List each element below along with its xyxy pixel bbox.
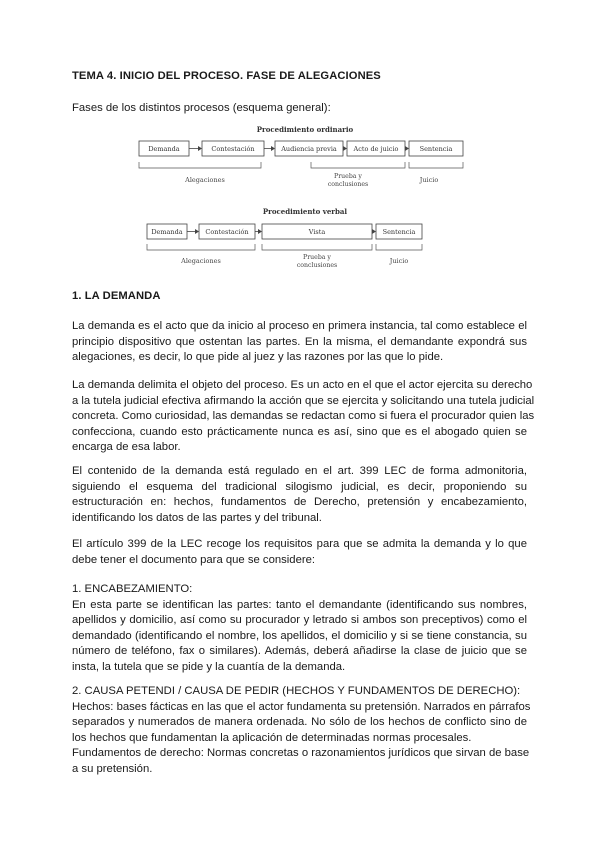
verbal-phase-alegaciones: Alegaciones xyxy=(181,257,221,265)
bracket-alegaciones-ord xyxy=(139,162,261,168)
arrow-head-2 xyxy=(271,146,275,151)
ordinario-phase-juicio: Juicio xyxy=(419,176,439,184)
document-title: TEMA 4. INICIO DEL PROCESO. FASE DE ALEGACIONES xyxy=(72,70,381,82)
arrow-head-3 xyxy=(343,146,347,151)
process-phases-diagram xyxy=(135,120,475,280)
ordinario-title: Procedimiento ordinario xyxy=(256,125,354,134)
paragraph-3: El contenido de la demanda está regulado en el art. 399 LEC de forma admonitoria, siguiendo el esquema del tradicional silogismo judicial, es decir, proponiendo su estructuración en: hechos, fundamentos de Derecho, pretensión y encabezamiento, identificando los datos de las partes y del tribunal. xyxy=(72,465,527,524)
svg-text:Demanda: Demanda xyxy=(148,145,180,153)
arrow-head-v1 xyxy=(195,229,199,234)
svg-text:Audiencia previa: Audiencia previa xyxy=(281,145,337,153)
ordinario-step-audiencia xyxy=(275,141,343,156)
verbal-title: Procedimiento verbal xyxy=(262,207,348,216)
intro-text: Fases de los distintos procesos (esquema general): xyxy=(72,102,331,114)
ordinario-step-sentencia xyxy=(409,141,463,156)
svg-text:Vista: Vista xyxy=(308,228,326,236)
bracket-alegaciones-verb xyxy=(147,244,255,250)
bracket-juicio-verb xyxy=(376,244,422,250)
ordinario-phase-prueba: Prueba y conclusiones xyxy=(327,173,369,188)
causa-block: 2. CAUSA PETENDI / CAUSA DE PEDIR (HECHOS Y FUNDAMENTOS DE DERECHO): Hechos: bases fácticas en las que el actor fundamenta su pretensión. Narrados en párrafos separados y numerados de manera ordenada. No sólo de los hechos de conflicto sino de los hechos que fundamentan la aplicación de determinadas normas procesales. Fundamentos de derecho: Normas concretas o razonamientos jurídicos que sirvan de base a su pretensión. xyxy=(72,685,531,775)
causa-heading: 2. CAUSA PETENDI / CAUSA DE PEDIR (HECHOS Y FUNDAMENTOS DE DERECHO): xyxy=(72,685,521,697)
bracket-prueba-verb xyxy=(262,244,372,250)
arrow-head-v3 xyxy=(372,229,376,234)
svg-text:Contestación: Contestación xyxy=(211,145,255,153)
svg-text:Demanda: Demanda xyxy=(151,228,183,236)
encabezamiento-heading: 1. ENCABEZAMIENTO: xyxy=(72,583,193,595)
verbal-step-demanda xyxy=(147,224,187,239)
bracket-prueba-ord xyxy=(311,162,405,168)
arrow-head-4 xyxy=(405,146,409,151)
paragraph-4: El artículo 399 de la LEC recoge los requisitos para que se admita la demanda y lo que debe tener el documento para que se considere: xyxy=(72,538,527,566)
verbal-step-contestacion xyxy=(199,224,255,239)
svg-text:Sentencia: Sentencia xyxy=(419,145,453,153)
verbal-step-sentencia xyxy=(376,224,422,239)
encabezamiento-block: 1. ENCABEZAMIENTO: En esta parte se identifican las partes: tanto el demandante (identificando sus nombres, apellidos y domicilio, así como su procurador y letrado si ambos son preceptivos) como el demandado (identificando el nombre, los apellidos, el domicilio y si se tiene constancia, su número de teléfono, fax o similares). Además, deberá añadirse la clase de juicio que se insta, la tutela que se pide y la cuantía de la demanda. xyxy=(72,583,527,673)
paragraph-1: La demanda es el acto que da inicio al proceso en primera instancia, tal como establece el principio dispositivo que ostentan las partes. En la misma, el demandante expondrá sus alegaciones, es decir, lo que pide al juez y las razones por las que lo pide. xyxy=(72,320,527,364)
ordinario-phase-alegaciones: Alegaciones xyxy=(185,176,225,184)
bracket-juicio-ord xyxy=(409,162,463,168)
paragraph-2: La demanda delimita el objeto del proceso. Es un acto en el que el actor ejercita su derecho a la tutela judicial efectiva afirmando la acción que se ejercita y solicitando una tutela judicial concreta. Como curiosidad, las demandas se redactan como si fuera el procurador quien las confecciona, cuando esto prácticamente nunca es así, sino que es el abogado quien se encarga de esa labor. xyxy=(72,379,535,454)
verbal-step-vista xyxy=(262,224,372,239)
arrow-head-1 xyxy=(198,146,202,151)
arrow-head-v2 xyxy=(258,229,262,234)
svg-text:Contestación: Contestación xyxy=(205,228,249,236)
ordinario-step-acto-juicio xyxy=(347,141,405,156)
ordinario-step-contestacion xyxy=(202,141,264,156)
section-heading-demanda: 1. LA DEMANDA xyxy=(72,290,161,302)
verbal-phase-prueba: Prueba y conclusiones xyxy=(296,254,338,269)
svg-text:Sentencia: Sentencia xyxy=(382,228,416,236)
verbal-phase-juicio: Juicio xyxy=(389,257,409,265)
svg-text:Acto de juicio: Acto de juicio xyxy=(353,145,399,153)
ordinario-step-demanda xyxy=(139,141,189,156)
